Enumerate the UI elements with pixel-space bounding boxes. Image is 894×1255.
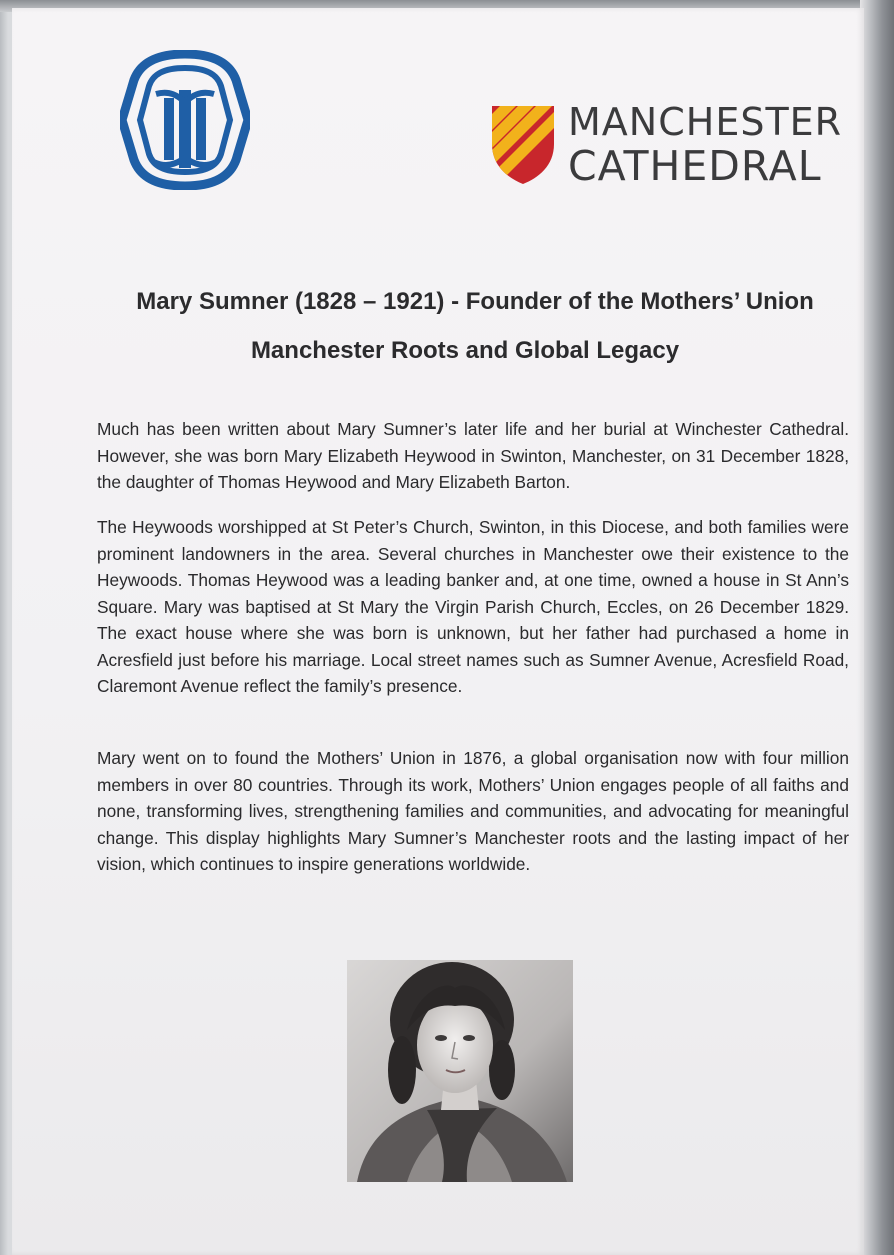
brand-name-line1: MANCHESTER xyxy=(568,100,843,144)
mothers-union-emblem-icon xyxy=(120,50,250,190)
page-title: Mary Sumner (1828 – 1921) - Founder of the Mothers’ Union xyxy=(136,288,814,315)
mary-sumner-portrait xyxy=(347,960,573,1182)
paragraph-1: Much has been written about Mary Sumner’s later life and her burial at Winchester Cathedral. However, she was born Mary Elizabeth Heywood in Swinton, Manchester, on 31 December 1828, the daughter of Thomas Heywood and Mary Elizabeth Barton. xyxy=(97,419,849,492)
paragraph-2: The Heywoods worshipped at St Peter’s Church, Swinton, in this Diocese, and both families were prominent landowners in the area. Several churches in Manchester owe their existence to the Heywoods. Thomas Heywood was a leading banker and, at one time, owned a house in St Ann’s Square. Mary was baptised at St Mary the Virgin Parish Church, Eccles, on 26 December 1829. The exact house where she was born is unknown, but her father had purchased a home in Acresfield just before his marriage. Local street names such as Sumner Avenue, Acresfield Road, Claremont Avenue reflect the family’s presence. xyxy=(97,517,849,696)
brand-name-line2: CATHEDRAL xyxy=(568,142,822,190)
page-subtitle: Manchester Roots and Global Legacy xyxy=(250,337,680,364)
cathedral-shield-icon xyxy=(490,104,556,186)
panel-right-edge xyxy=(860,0,894,1255)
paragraph-3: Mary went on to found the Mothers’ Union in 1876, a global organisation now with four million members in over 80 countries. Through its work, Mothers’ Union engages people of all faiths and none, transforming lives, strengthening families and communities, and advocating for meaningful change. This display highlights Mary Sumner’s Manchester roots and the lasting impact of her vision, which continues to inspire generations worldwide. xyxy=(97,748,849,874)
manchester-cathedral-logo xyxy=(490,100,850,190)
